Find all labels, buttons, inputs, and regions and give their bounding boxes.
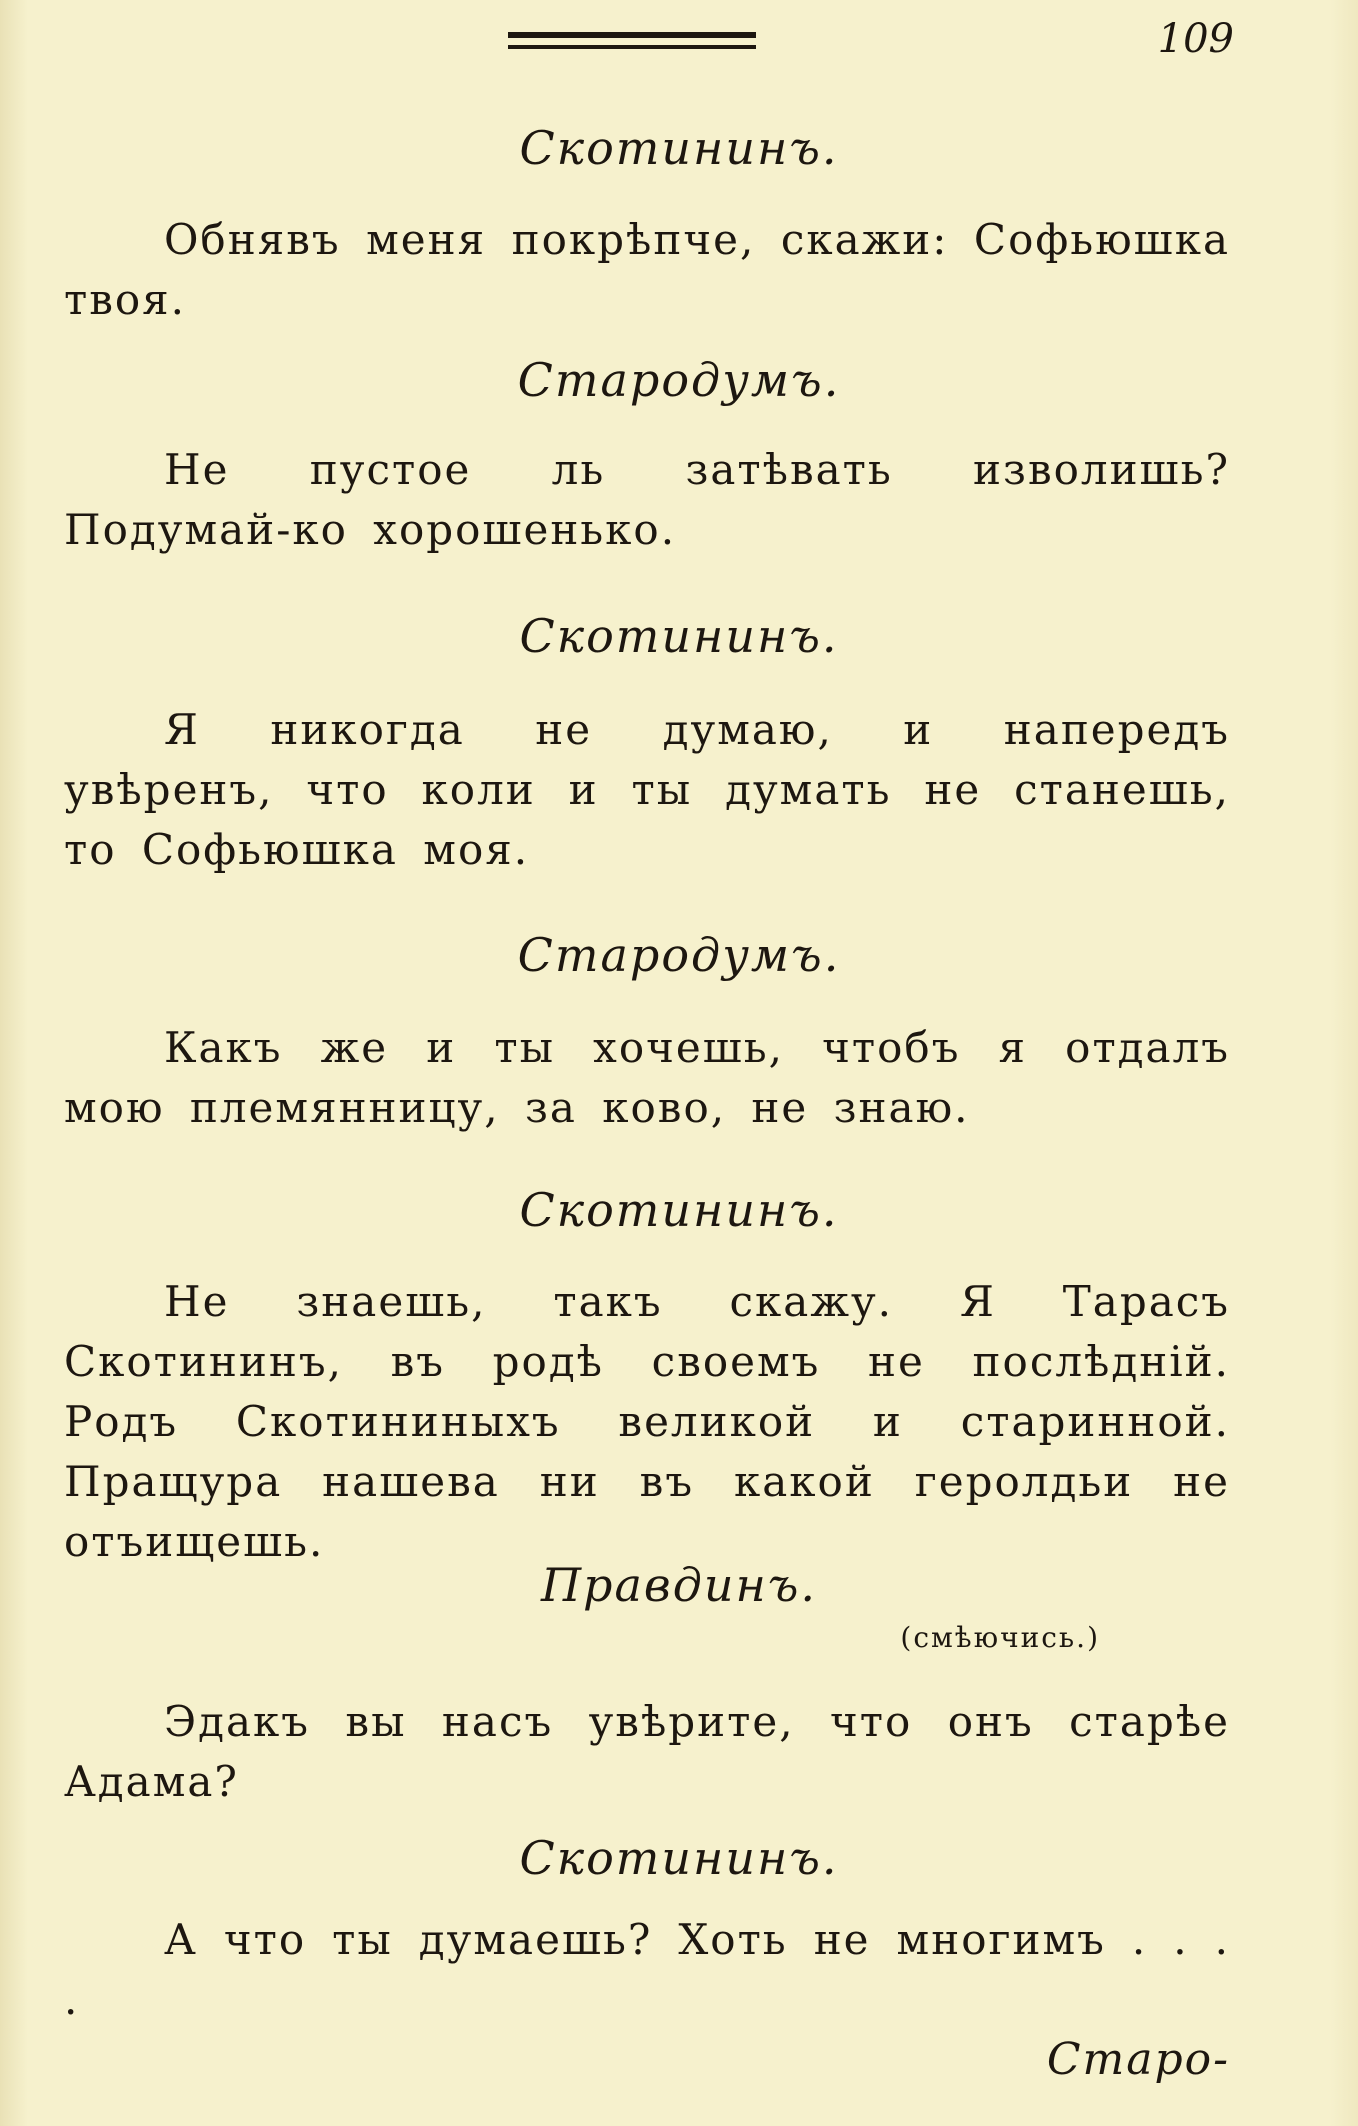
speaker-name: Правдинъ. [540, 1558, 818, 1612]
page-number: 109 [1157, 16, 1234, 62]
speaker-name: Стародумъ. [517, 353, 841, 407]
catchword: Старо- [1046, 2034, 1230, 2085]
speech-text: Не знаешь, такъ скажу. Я Тарасъ Скотининъ, въ родѣ своемъ не послѣдній. Родъ Скотининыхъ великой и старинной. Пращура нашева ни въ какой геролдьи не отъищешь. [64, 1277, 1230, 1566]
speech-text: Не пустое ль затѣвать изволишь? Подумай-ко хорошенько. [64, 445, 1230, 554]
speaker-name: Скотининъ. [519, 1183, 839, 1237]
speech-text: А что ты думаешь? Хоть не многимъ . . . . [64, 1915, 1230, 2024]
speaker-name: Стародумъ. [517, 928, 841, 982]
stage-direction: (смѣючись.) [900, 1621, 1100, 1654]
speaker-name: Скотининъ. [519, 609, 839, 663]
speech-text: Обнявъ меня покрѣпче, скажи: Софьюшка твоя. [64, 215, 1230, 324]
speech-text: Какъ же и ты хочешь, чтобъ я отдалъ мою племянницу, за ково, не знаю. [64, 1023, 1230, 1132]
header-rule-secondary [508, 45, 756, 49]
speech-text: Я никогда не думаю, и напередъ увѣренъ, что коли и ты думать не станешь, то Софьюшка моя. [64, 705, 1230, 874]
speaker-name: Скотининъ. [519, 1831, 839, 1885]
speaker-name: Скотининъ. [519, 121, 839, 175]
header-rule [508, 32, 756, 38]
speech-text: Эдакъ вы насъ увѣрите, что онъ старѣе Адама? [64, 1697, 1230, 1806]
